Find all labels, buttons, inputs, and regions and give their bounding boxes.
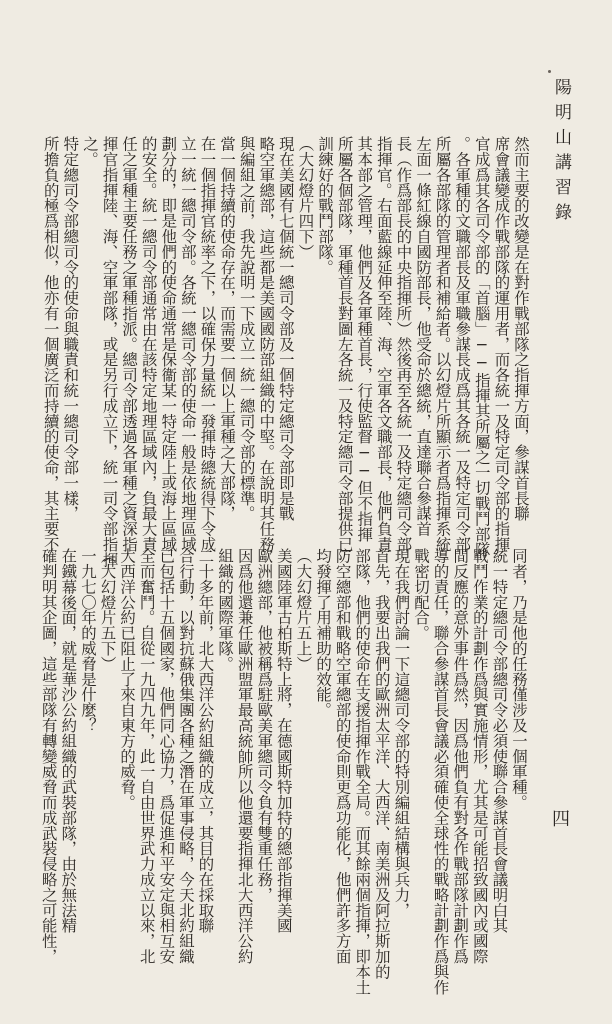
text-line: 二十多年前，北大西洋公約組織的成立，其目的在採取聯 [196,548,215,933]
text-line: 導的責任，聯合參謀首長會議必須確使全球性的戰略計劃作爲與作 [431,548,450,995]
text-line: 長（作爲部長的中央指揮所）然後再至各統一及特定總司令部 [394,136,413,552]
text-line: 劃分的，即是他們的使命通常是保衞某一特定陸上或海上區域 [159,136,178,552]
text-line: 均發揮了用補助的效能。 [314,548,333,718]
text-line: 所擔負的極爲相似，他亦有一個廣泛而持續的使命，其主要不 [41,136,60,552]
text-line: 在一個指揮官統率之下，以確保力量統一發揮時總統得下令成 [198,136,217,552]
text-line: 戰鬥作業的計劃作爲與實施情形，尤其是可能招致國內或國際 [470,548,489,964]
text-line: 揮官指揮陸、海、空軍部隊，或是另行成立下，統一司令部指揮 [100,136,119,568]
text-line: 已包括十五個國家，他們同心協力，爲促進和平安定與相互安 [157,548,176,964]
page-number: 四 [552,809,570,830]
text-line: 確判明其企圖，這些部隊有轉變威脅而成武裝侵略之可能性， [39,548,58,964]
text-line: 間反應的意外事件爲然，因爲他們負有對各作戰部隊計劃作爲 [451,548,470,964]
text-line: 訓練好的戰鬥部隊。 [316,136,335,275]
text-line: 戰密切配合。 [412,548,431,641]
text-line: 與編組之前，我先說明一下成立一統一總司令部的標準。 [237,136,256,521]
top-text-block [41,136,530,568]
text-line: 防空總部和戰略空軍總部的使命則更爲功能化，他們許多方面 [333,548,352,964]
text-line: 所屬各個部隊，軍種首長對圖左各統一及特定總司令部提供已 [335,136,354,552]
text-line: 官成爲其各司令部的「首腦」──指揮其所屬之一切戰鬥部隊 [472,136,491,557]
text-line: 同者，乃是他的任務僅涉及一個軍種。 [510,548,528,810]
text-line: 在鐵幕後面，就是華沙公約組織的武裝部隊，由於無法精 [59,548,78,933]
text-line: 席會議變成作戰部隊的運用者，而各統一及特定司令部的指揮 [492,136,511,552]
text-line: 的安全。統一總司令部通常由在該特定地理區域內，負最大責 [139,136,158,552]
text-line: 任之軍種主要任務之軍種指派。總司令部透過各軍種之資深指 [120,136,139,552]
text-line: 統一特定總司令部總司令必須使聯合參謀首長會議明白其 [490,548,509,933]
text-line: 大西洋公約已阻止了來自東方的威脅。 [118,548,137,810]
text-line: 部隊，他們的使命在支援指揮作戰全局。而其餘兩個指揮，即本土 [353,548,372,995]
text-line: 歐洲總部，他被稱爲駐歐美軍總司令負有雙重任務， [255,548,274,903]
running-header: 陽明山講習錄 [551,78,571,228]
text-line: 一九七〇年的威脅是什麼？ [78,548,97,733]
text-line: 當一個持續的使命存在，而需要一個以上軍種之大部隊， [218,136,237,521]
text-line: 組織的國際軍隊。 [216,548,235,672]
text-line: 然而主要的改變是在對作戰部隊之指揮方面，參謀首長聯 [512,136,530,521]
bottom-text-block [39,548,528,995]
text-line: 全而奮鬥。自從一九四九年，此一自由世界武力成立以來，北 [137,548,156,964]
text-line: 首先，我要出我們的歐洲太平洋、大西洋、南美洲及阿拉斯加的 [372,548,391,980]
text-line: 。各軍種的文職部長及軍職參謀長成爲其各統一及特定司令部 [453,136,472,552]
text-line: 因爲他還兼任歐洲盟軍最高統帥所以他還要指揮北大西洋公約 [235,548,254,964]
text-line: 其本部之管理，他們及各軍種首長，行使監督──但不指揮 [355,136,374,542]
text-line: 現在美國有七個統一總司令部及一個特定總司令部即是戰 [276,136,295,521]
text-line: 合行動，以對抗蘇俄集團各種之潛在軍事侵略，今天北約組織 [176,548,195,964]
text-line: 略空軍總部，這些都是美國國防部組織的中堅。在說明其任務 [257,136,276,552]
text-line: 所屬各部隊的管理者和補給者。以幻燈片所顯示者爲指揮系統 [433,136,452,552]
text-line: （大幻燈片四下） [296,136,315,260]
text-line: 美國陸軍古柏斯特上將，在德國斯特加特的總部指揮美國 [274,548,293,933]
text-line: （大幻燈片五上） [294,548,313,672]
text-line: 指揮官。右面藍線延伸至陸、海、空軍各文職部長，他們負責 [374,136,393,552]
text-line: 特定總司令部總司令的使命與職責和統一總司令部一樣， [61,136,80,521]
text-line: （大幻燈片五下） [98,548,117,672]
ink-speck [548,70,551,73]
text-line: 立一統一總司令部。各統一總司令部的使命一般是依地理區域 [178,136,197,552]
text-line: 左面一條紅線自國防部長，他受命於總統，直達聯合參謀首 [414,136,433,537]
text-line: 之。 [80,136,99,167]
text-line: 現在我們討論一下這總司令部的特別編組結構與兵力， [392,548,411,918]
